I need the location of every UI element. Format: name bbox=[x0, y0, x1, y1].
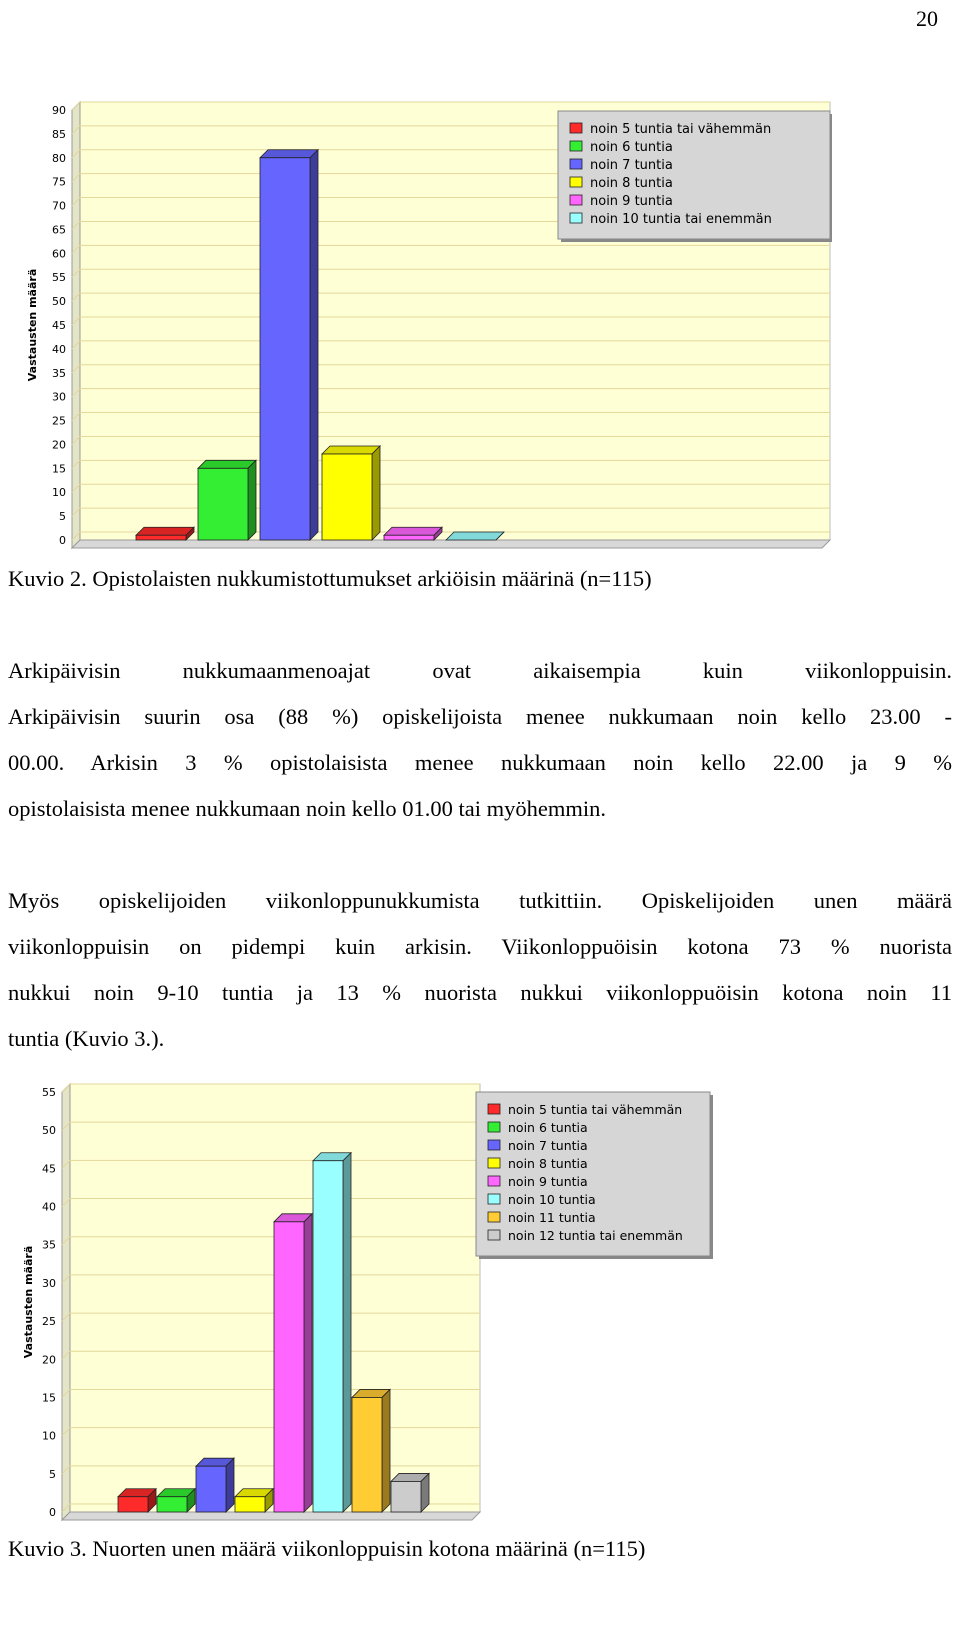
bar-front bbox=[384, 535, 434, 540]
legend-swatch bbox=[570, 123, 582, 133]
bar bbox=[136, 527, 194, 540]
legend-label: noin 7 tuntia bbox=[508, 1138, 588, 1153]
bar-front bbox=[136, 535, 186, 540]
y-tick-label: 55 bbox=[52, 271, 66, 285]
legend-label: noin 6 tuntia bbox=[508, 1120, 588, 1135]
y-tick-label: 80 bbox=[52, 151, 66, 165]
bar-front bbox=[118, 1497, 148, 1512]
y-tick-label: 85 bbox=[52, 127, 66, 141]
bar-front bbox=[274, 1222, 304, 1512]
y-tick-label: 50 bbox=[52, 295, 66, 309]
bar-side bbox=[372, 446, 380, 540]
legend-swatch bbox=[488, 1122, 500, 1132]
bar-side bbox=[226, 1458, 234, 1512]
plot-side-wall bbox=[72, 102, 80, 548]
y-tick-label: 10 bbox=[52, 486, 66, 500]
text-line: Arkipäivisin suurin osa (88 %) opiskelijoista menee nukkumaan noin kello 23.00 - bbox=[8, 704, 952, 729]
y-tick-label: 55 bbox=[42, 1086, 56, 1099]
bar bbox=[274, 1214, 312, 1512]
y-tick-label: 40 bbox=[42, 1200, 56, 1214]
y-tick-label: 45 bbox=[42, 1162, 56, 1176]
bar-side bbox=[248, 460, 256, 540]
figure-caption-kuvio-2: Kuvio 2. Opistolaisten nukkumistottumukset arkiöisin määrinä (n=115) bbox=[8, 566, 652, 591]
y-tick-label: 25 bbox=[52, 414, 66, 428]
legend-swatch bbox=[570, 177, 582, 187]
y-tick-label: 60 bbox=[52, 247, 66, 261]
y-tick-label: 75 bbox=[52, 175, 66, 189]
legend-swatch bbox=[488, 1230, 500, 1240]
bar-top bbox=[260, 150, 318, 158]
y-tick-label: 15 bbox=[52, 462, 66, 476]
bar bbox=[157, 1489, 195, 1512]
legend-label: noin 9 tuntia bbox=[508, 1174, 588, 1189]
y-tick-label: 45 bbox=[52, 319, 66, 332]
bar-front bbox=[196, 1466, 226, 1512]
text-line: viikonloppuisin on pidempi kuin arkisin. Viikonloppuöisin kotona 73 % nuorista bbox=[8, 934, 952, 959]
legend-swatch bbox=[488, 1176, 500, 1186]
legend-swatch bbox=[570, 141, 582, 151]
bar-front bbox=[235, 1497, 265, 1512]
bar-front bbox=[322, 454, 372, 540]
legend-swatch bbox=[488, 1104, 500, 1114]
legend-swatch bbox=[488, 1158, 500, 1168]
legend bbox=[476, 1092, 713, 1259]
y-tick-label: 90 bbox=[52, 104, 66, 117]
y-tick-label: 5 bbox=[49, 1467, 56, 1481]
bar bbox=[260, 150, 318, 540]
y-tick-label: 0 bbox=[49, 1506, 56, 1519]
y-tick-label: 20 bbox=[42, 1353, 56, 1367]
text-line: 00.00. Arkisin 3 % opistolaisista menee nukkumaan noin kello 22.00 ja 9 % bbox=[8, 750, 952, 775]
legend-swatch bbox=[570, 213, 582, 223]
legend-swatch bbox=[488, 1212, 500, 1222]
bar-front bbox=[391, 1481, 421, 1512]
y-axis-label: Vastausten määrä bbox=[26, 268, 39, 382]
bar bbox=[198, 460, 256, 540]
text-line: Arkipäivisin nukkumaanmenoajat ovat aikaisempia kuin viikonloppuisin. bbox=[8, 658, 952, 683]
bar bbox=[384, 527, 442, 540]
legend bbox=[558, 111, 832, 242]
text-line: tuntia (Kuvio 3.). bbox=[8, 1026, 165, 1051]
bar bbox=[322, 446, 380, 540]
bar-front bbox=[352, 1397, 382, 1512]
legend-label: noin 8 tuntia bbox=[590, 176, 673, 191]
y-axis-label: Vastausten määrä bbox=[22, 1245, 35, 1359]
y-tick-label: 20 bbox=[52, 438, 66, 452]
bar-top bbox=[384, 527, 442, 535]
y-tick-label: 5 bbox=[59, 510, 66, 524]
bar-top bbox=[446, 532, 504, 540]
legend-label: noin 12 tuntia tai enemmän bbox=[508, 1228, 683, 1243]
bar-front bbox=[313, 1161, 343, 1512]
plot-floor bbox=[72, 540, 830, 548]
bar-front bbox=[198, 468, 248, 540]
y-tick-label: 35 bbox=[42, 1238, 56, 1252]
bar-top bbox=[136, 527, 194, 535]
legend-label: noin 5 tuntia tai vähemmän bbox=[508, 1102, 683, 1117]
text-line: opistolaisista menee nukkumaan noin kello 01.00 tai myöhemmin. bbox=[8, 796, 607, 821]
y-tick-label: 15 bbox=[42, 1391, 56, 1405]
bar-side bbox=[343, 1153, 351, 1512]
bar-front bbox=[157, 1497, 187, 1512]
legend-label: noin 9 tuntia bbox=[590, 194, 673, 209]
y-tick-label: 70 bbox=[52, 199, 66, 213]
bar-chart-weekday-sleep bbox=[6, 88, 832, 552]
y-tick-label: 30 bbox=[42, 1276, 56, 1290]
legend-swatch bbox=[488, 1140, 500, 1150]
legend-label: noin 10 tuntia tai enemmän bbox=[590, 212, 772, 227]
y-tick-label: 10 bbox=[42, 1429, 56, 1443]
legend-label: noin 5 tuntia tai vähemmän bbox=[590, 122, 772, 137]
bar bbox=[235, 1489, 273, 1512]
bar-side bbox=[382, 1389, 390, 1512]
legend-swatch bbox=[570, 159, 582, 169]
y-tick-label: 50 bbox=[42, 1124, 56, 1138]
y-tick-label: 30 bbox=[52, 390, 66, 404]
plot-floor bbox=[62, 1512, 480, 1520]
bar-side bbox=[304, 1214, 312, 1512]
y-tick-label: 40 bbox=[52, 342, 66, 356]
bar bbox=[446, 532, 504, 540]
paragraph-weekday-bedtimes bbox=[8, 648, 952, 832]
paragraph-weekend-sleep bbox=[8, 878, 952, 1062]
legend-label: noin 6 tuntia bbox=[590, 140, 673, 155]
legend-swatch bbox=[570, 195, 582, 205]
page-number: 20 bbox=[916, 6, 938, 31]
bar-side bbox=[310, 150, 318, 540]
legend-label: noin 7 tuntia bbox=[590, 158, 673, 173]
bar bbox=[118, 1489, 156, 1512]
bar-top bbox=[322, 446, 380, 454]
y-tick-label: 65 bbox=[52, 223, 66, 237]
bar-chart-weekend-sleep bbox=[18, 1080, 718, 1522]
bar bbox=[196, 1458, 234, 1512]
plot-side-wall bbox=[62, 1084, 70, 1520]
legend-label: noin 11 tuntia bbox=[508, 1210, 596, 1225]
bar bbox=[391, 1473, 429, 1512]
bar bbox=[313, 1153, 351, 1512]
bar-top bbox=[198, 460, 256, 468]
legend-label: noin 10 tuntia bbox=[508, 1192, 596, 1207]
text-line: nukkui noin 9-10 tuntia ja 13 % nuorista nukkui viikonloppuöisin kotona noin 11 bbox=[8, 980, 952, 1005]
bar-front bbox=[260, 158, 310, 540]
y-tick-label: 35 bbox=[52, 366, 66, 380]
figure-caption-kuvio-3: Kuvio 3. Nuorten unen määrä viikonloppuisin kotona määrinä (n=115) bbox=[8, 1536, 646, 1561]
bar bbox=[352, 1389, 390, 1512]
legend-swatch bbox=[488, 1194, 500, 1204]
y-tick-label: 25 bbox=[42, 1315, 56, 1329]
y-tick-label: 0 bbox=[59, 534, 66, 547]
text-line: Myös opiskelijoiden viikonloppunukkumista tutkittiin. Opiskelijoiden unen määrä bbox=[8, 888, 952, 913]
legend-label: noin 8 tuntia bbox=[508, 1156, 588, 1171]
